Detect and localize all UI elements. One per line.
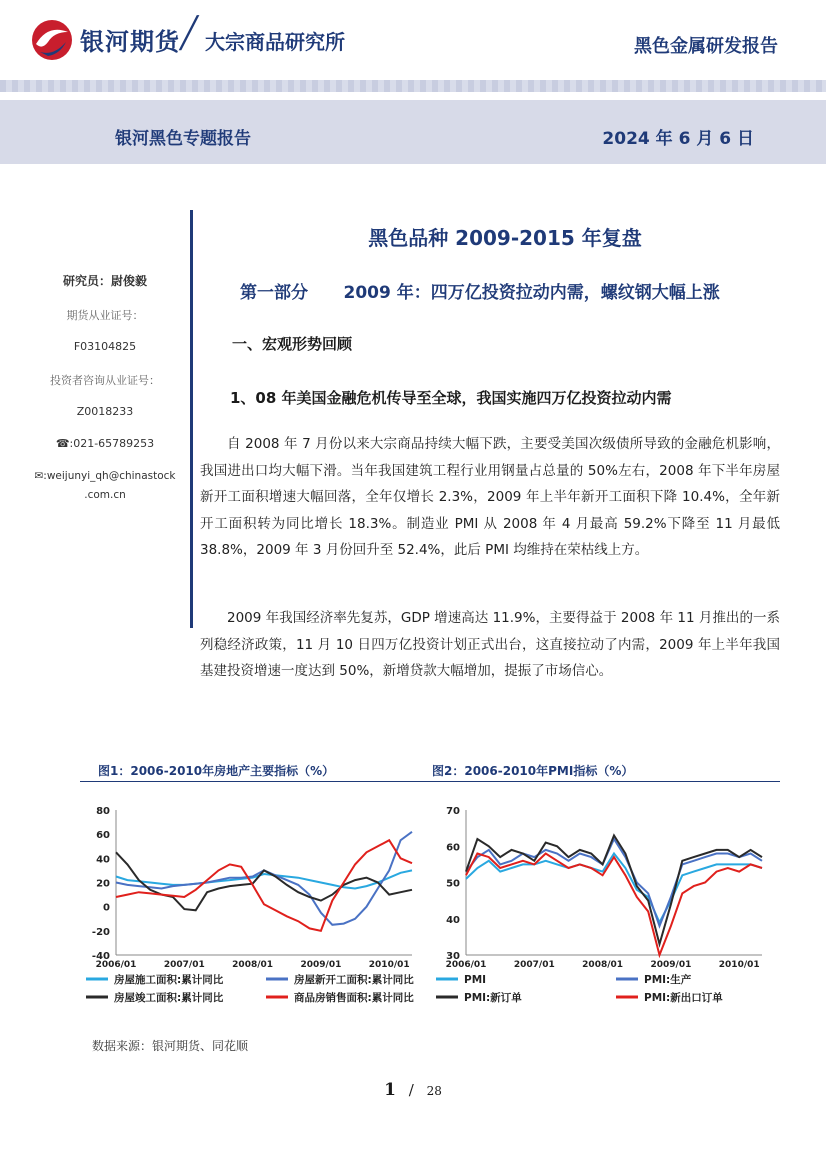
page-separator: / [408,1081,414,1099]
y-tick-label: 40 [446,914,460,926]
paragraph-1: 自 2008 年 7 月份以来大宗商品持续大幅下跌，主要受美国次级债所导致的金融危机影响，我国进出口均大幅下滑。当年我国建筑工程行业用钢量占总量的 50%左右，2008 年下半年房屋新开工面积增速大幅回落，全年仅增长 2.3%，2009 年上半年新开工面积下降 10.4%，全年新开工面积转为同比增长 18.3%。制造业 PMI 从 2008 年 4 月最高 59.2%下降至 11 月最低 38.8%，2009 年 3 月份回升至 52.4%，此后 PMI 均维持在荣枯线上方。 [200,436,780,558]
report-type: 黑色金属研发报告 [634,36,778,57]
page-total: 28 [426,1084,442,1098]
header-stripe [0,80,826,92]
advisor-number: Z0018233 [76,405,134,418]
brand-divider: ╱ [180,16,199,51]
legend-label: 房屋新开工面积:累计同比 [294,974,414,986]
sidebar-divider [190,210,193,628]
page-current: 1 [384,1080,396,1100]
x-tick-label: 2008/01 [582,960,624,970]
chart1-real-estate [80,790,420,1010]
x-tick-label: 2009/01 [650,960,692,970]
license-number: F03104825 [73,340,137,353]
paragraph-2: 2009 年我国经济率先复苏，GDP 增速高达 11.9%，主要得益于 2008 年 11 月推出的一系列稳经济政策，11 月 10 日四万亿投资计划正式出台，这直接拉动了内需，2009 年上半年我国基建投资增速一度达到 50%，新增贷款大幅增加，提振了市场信心。 [200,610,780,679]
chart2-title: 图2：2006-2010年PMI指标（%） [432,764,634,778]
legend-label: 房屋施工面积:累计同比 [114,974,224,986]
y-tick-label: 40 [96,854,110,866]
report-date: 2024 年 6 月 6 日 [602,129,754,149]
chart2-pmi [430,790,770,1010]
x-tick-label: 2010/01 [368,960,410,970]
legend-label: PMI:生产 [644,974,692,986]
x-tick-label: 2007/01 [163,960,205,970]
y-tick-label: 20 [96,878,110,890]
y-tick-label: -40 [91,951,110,962]
y-tick-label: -20 [91,926,110,938]
license-label: 期货从业证号： [66,309,144,322]
y-tick-label: 60 [96,830,110,842]
legend-label: PMI:新订单 [464,992,522,1004]
brand-name: 银河期货 [80,28,180,56]
page-number [0,1080,826,1100]
advisor-label: 投资者咨询从业证号： [50,374,160,387]
researcher-name: 研究员：尉俊毅 [62,274,147,288]
data-source: 数据来源：银河期货、同花顺 [92,1039,249,1053]
x-tick-label: 2010/01 [718,960,760,970]
report-series: 银河黑色专题报告 [115,129,251,149]
document-title: 黑色品种 2009-2015 年复盘 [368,226,642,250]
part-title: 第一部分 2009 年：四万亿投资拉动内需，螺纹钢大幅上涨 [240,283,720,303]
galaxy-futures-logo-icon [30,18,74,62]
email[interactable]: ✉:weijunyi_qh@chinastock [34,470,176,482]
x-tick-label: 2007/01 [513,960,555,970]
y-tick-label: 70 [446,806,460,817]
series-line-1 [116,870,412,888]
y-tick-label: 80 [96,806,110,817]
institute-name: 大宗商品研究所 [205,30,345,54]
x-tick-label: 2008/01 [232,960,274,970]
y-tick-label: 30 [446,951,460,962]
x-tick-label: 2009/01 [300,960,342,970]
x-tick-label: 2006/01 [445,960,487,970]
y-tick-label: 50 [446,878,460,890]
legend-label: PMI:新出口订单 [644,992,723,1004]
phone: ☎:021-65789253 [55,437,155,450]
legend-label: PMI [464,974,487,986]
email-continued[interactable]: .com.cn [84,489,126,501]
legend-label: 商品房销售面积:累计同比 [294,992,414,1004]
y-tick-label: 0 [103,902,110,914]
series-line-3 [466,835,762,944]
y-tick-label: 60 [446,842,460,854]
series-line-3 [116,852,412,910]
subsection-heading: 1、08 年美国金融危机传导至全球，我国实施四万亿投资拉动内需 [230,389,672,407]
legend-label: 房屋竣工面积:累计同比 [114,992,224,1004]
chart1-title: 图1：2006-2010年房地产主要指标（%） [98,764,335,778]
section-heading: 一、宏观形势回顾 [232,335,353,353]
chart-rule [80,781,780,782]
x-tick-label: 2006/01 [95,960,137,970]
